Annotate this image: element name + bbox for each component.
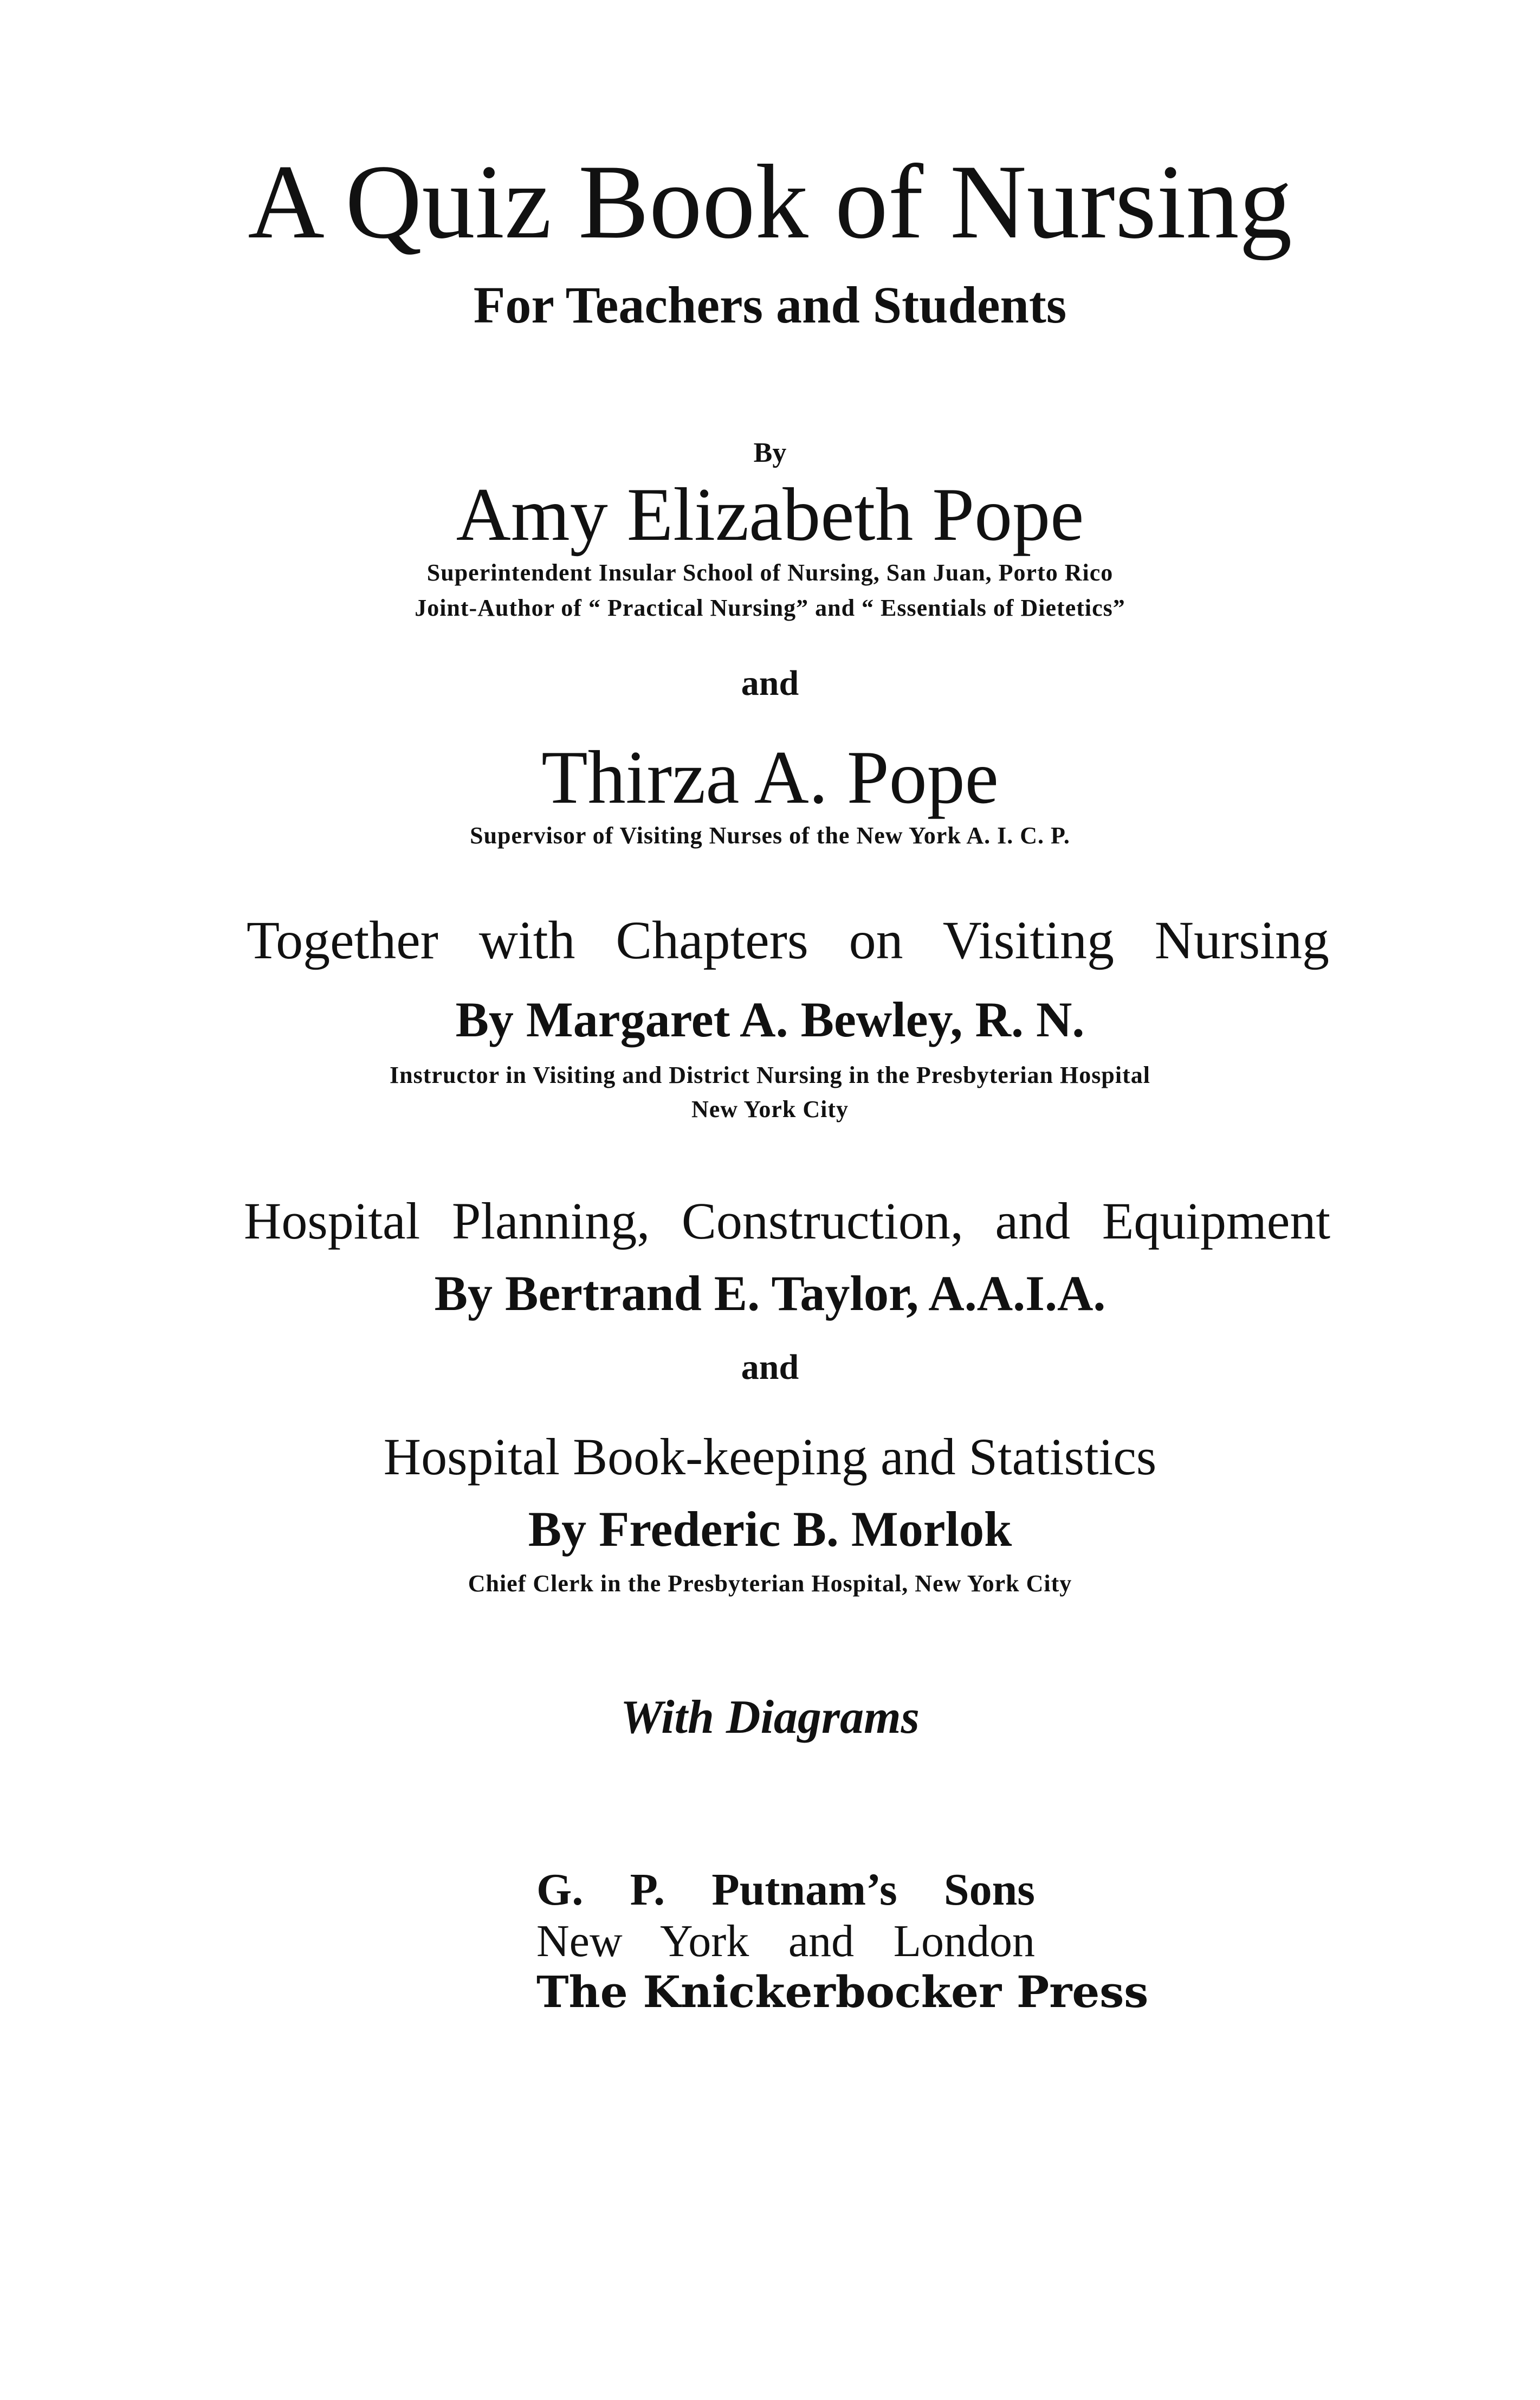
bewley-credit-line-1: Instructor in Visiting and District Nursing in the Presbyterian Hospital — [390, 1062, 1150, 1088]
morlok-credit-line: Chief Clerk in the Presbyterian Hospital, New York City — [468, 1570, 1072, 1597]
author2-credit-line: Supervisor of Visiting Nurses of the New York A. I. C. P. — [470, 822, 1070, 849]
by-label: By — [753, 437, 787, 468]
with-diagrams-note: With Diagrams — [620, 1691, 920, 1744]
author-amy-elizabeth-pope: Amy Elizabeth Pope — [456, 473, 1084, 557]
publisher-cities: New York and London — [536, 1916, 1035, 1966]
author1-credit-line-1: Superintendent Insular School of Nursing, San Juan, Porto Rico — [426, 559, 1114, 586]
hospital-planning-heading: Hospital Planning, Construction, and Equipment — [244, 1192, 1330, 1250]
bewley-credit-line-2: New York City — [691, 1096, 849, 1122]
book-title: A Quiz Book of Nursing — [248, 143, 1292, 261]
book-subtitle: For Teachers and Students — [473, 276, 1067, 334]
author-thirza-a-pope: Thirza A. Pope — [541, 736, 999, 820]
publisher-press: The Knickerbocker Press — [536, 1966, 1149, 2017]
bookkeeping-heading: Hospital Book-keeping and Statistics — [383, 1428, 1157, 1486]
morlok-byline: By Frederic B. Morlok — [528, 1501, 1012, 1557]
bewley-byline: By Margaret A. Bewley, R. N. — [455, 992, 1085, 1047]
author1-credit-line-2: Joint-Author of “ Practical Nursing” and “ Essentials of Dietetics” — [415, 595, 1125, 621]
visiting-nursing-heading: Together with Chapters on Visiting Nursing — [247, 910, 1329, 970]
taylor-byline: By Bertrand E. Taylor, A.A.I.A. — [434, 1266, 1106, 1321]
publisher-name: G. P. Putnam’s Sons — [536, 1864, 1035, 1915]
and-separator-2: and — [741, 1347, 799, 1387]
and-separator-1: and — [741, 663, 799, 703]
